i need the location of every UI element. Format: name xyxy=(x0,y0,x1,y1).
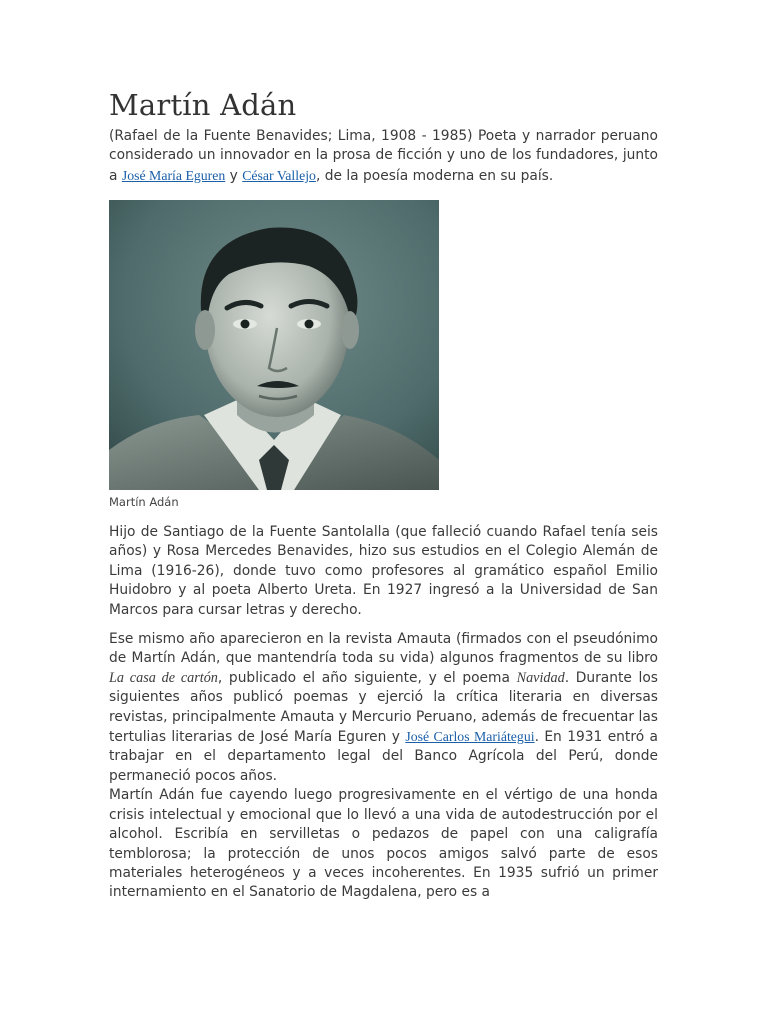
article xyxy=(109,88,658,903)
page-title: Martín Adán xyxy=(109,88,297,122)
intro-text-2: y xyxy=(225,167,243,184)
intro-text-3: , de la poesía moderna en su país. xyxy=(315,167,554,184)
p2-text-3: . Durante los siguientes años publicó poemas y ejerció la crítica literaria en diversas revistas, principalmente Amauta y Mercurio Peruano, además de frecuentar las tertulias literarias de José María Eguren y xyxy=(109,669,658,746)
p2-text-4: . En 1931 entró a trabajar en el departamento legal del Banco Agrícola del Perú, donde permaneció pocos años. xyxy=(109,729,658,784)
link-jose-carlos-mariategui[interactable]: José Carlos Mariátegui xyxy=(405,729,535,745)
intro-text-1: (Rafael de la Fuente Benavides; Lima, 1908 - 1985) Poeta y narrador peruano considerado un innovador en la prosa de ficción y uno de los fundadores, junto a xyxy=(109,127,658,184)
link-cesar-vallejo[interactable]: César Vallejo xyxy=(242,167,316,183)
image-caption: Martín Adán xyxy=(109,495,179,510)
p2-text-2: , publicado el año siguiente, y el poema xyxy=(217,669,517,686)
paragraph-early-life: Hijo de Santiago de la Fuente Santolalla (que falleció cuando Rafael tenía seis años) y Rosa Mercedes Benavides, hizo sus estudios en el Colegio Alemán de Lima (1916-26), donde tuvo como profesores al gramático español Emilio Huidobro y al poeta Alberto Ureta. En 1927 ingresó a la Universidad de San Marcos para cursar letras y derecho. xyxy=(109,524,658,618)
paragraph-amauta xyxy=(109,630,658,786)
book-title-la-casa-de-carton: La casa de cartón xyxy=(109,669,218,686)
link-jose-maria-eguren[interactable]: José María Eguren xyxy=(121,167,226,183)
portrait-photo xyxy=(109,200,439,490)
poem-title-navidad: Navidad xyxy=(516,669,565,686)
intro-paragraph xyxy=(109,127,658,186)
p2-text-1: Ese mismo año aparecieron en la revista Amauta (firmados con el pseudónimo de Martín Adán, que mantendría toda su vida) algunos fragmentos de su libro xyxy=(109,631,658,667)
paragraph-crisis: Martín Adán fue cayendo luego progresivamente en el vértigo de una honda crisis intelectual y emocional que lo llevó a una vida de autodestrucción por el alcohol. Escribía en servilletas o pedazos de papel con una caligrafía temblorosa; la protección de unos pocos amigos salvó parte de esos materiales heterogéneos y a veces incoherentes. En 1935 sufrió un primer internamiento en el Sanatorio de Magdalena, pero es a xyxy=(109,787,658,901)
